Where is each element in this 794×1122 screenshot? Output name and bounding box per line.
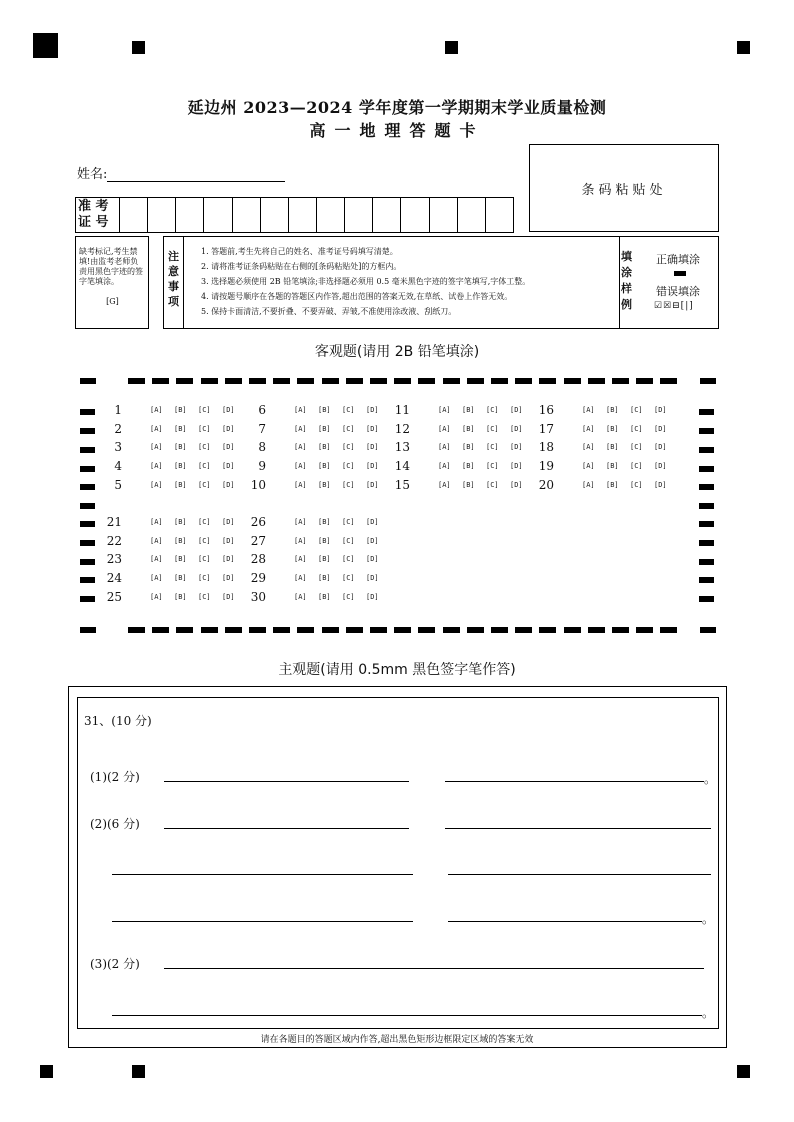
answer-option-bubble[interactable]: [A] bbox=[150, 462, 163, 470]
question-number: 22 bbox=[106, 534, 122, 548]
answer-line[interactable] bbox=[164, 968, 704, 969]
answer-option-bubble[interactable]: [B] bbox=[462, 406, 475, 414]
answer-option-bubble[interactable]: [B] bbox=[318, 481, 331, 489]
question-number: 1 bbox=[114, 403, 122, 417]
notes-label: 注意事项 bbox=[164, 237, 184, 328]
answer-option-bubble[interactable]: [B] bbox=[174, 574, 187, 582]
answer-option-bubble[interactable]: [C] bbox=[342, 555, 355, 563]
side-timing-mark bbox=[80, 484, 95, 490]
answer-option-bubble[interactable]: [D] bbox=[222, 593, 235, 601]
answer-line[interactable] bbox=[112, 1015, 702, 1016]
question-number: 30 bbox=[250, 590, 266, 604]
answer-option-bubble[interactable]: [A] bbox=[150, 593, 163, 601]
timing-mark bbox=[152, 627, 169, 633]
alignment-mark-bottom-right bbox=[737, 1065, 750, 1078]
timing-mark bbox=[660, 378, 677, 384]
answer-option-bubble[interactable]: [C] bbox=[630, 443, 643, 451]
absent-marker-box bbox=[75, 236, 149, 329]
answer-option-bubble[interactable]: [C] bbox=[198, 481, 211, 489]
answer-option-bubble[interactable]: [B] bbox=[606, 425, 619, 433]
fill-example-label: 填涂样例 bbox=[621, 250, 632, 311]
timing-mark bbox=[322, 627, 339, 633]
side-timing-mark bbox=[699, 596, 714, 602]
answer-option-bubble[interactable]: [C] bbox=[486, 406, 499, 414]
answer-option-bubble[interactable]: [B] bbox=[174, 555, 187, 563]
timing-mark bbox=[128, 378, 145, 384]
period-mark: 。 bbox=[702, 912, 715, 926]
answer-option-bubble[interactable]: [B] bbox=[318, 555, 331, 563]
answer-option-bubble[interactable]: [B] bbox=[318, 443, 331, 451]
note-item: 5. 保持卡面清洁,不要折叠、不要弄破、弄皱,不准使用涂改液、刮纸刀。 bbox=[201, 307, 457, 316]
answer-line[interactable] bbox=[448, 921, 702, 922]
side-timing-mark bbox=[699, 503, 714, 509]
answer-option-bubble[interactable]: [C] bbox=[630, 481, 643, 489]
answer-line[interactable] bbox=[112, 921, 413, 922]
answer-option-bubble[interactable]: [D] bbox=[510, 443, 523, 451]
answer-option-bubble[interactable]: [C] bbox=[486, 481, 499, 489]
footer-note: 请在各题目的答题区域内作答,超出黑色矩形边框限定区域的答案无效 bbox=[260, 1035, 534, 1045]
timing-mark bbox=[418, 378, 435, 384]
answer-option-bubble[interactable]: [B] bbox=[174, 462, 187, 470]
exam-id-label: 准 考 证 号 bbox=[76, 198, 120, 232]
answer-line[interactable] bbox=[445, 828, 711, 829]
timing-mark bbox=[346, 378, 363, 384]
answer-option-bubble[interactable]: [A] bbox=[294, 462, 307, 470]
fill-example-box bbox=[620, 236, 719, 329]
note-item: 4. 请按题号顺序在各题的答题区内作答,超出范围的答案无效,在草纸、试卷上作答无效。 bbox=[201, 292, 513, 301]
answer-option-bubble[interactable]: [D] bbox=[366, 481, 379, 489]
question-number: 7 bbox=[258, 422, 266, 436]
timing-mark bbox=[612, 378, 629, 384]
answer-option-bubble[interactable]: [D] bbox=[654, 406, 667, 414]
answer-option-bubble[interactable]: [B] bbox=[174, 443, 187, 451]
answer-option-bubble[interactable]: [A] bbox=[150, 555, 163, 563]
answer-option-bubble[interactable]: [C] bbox=[198, 518, 211, 526]
answer-option-bubble[interactable]: [A] bbox=[582, 406, 595, 414]
timing-mark bbox=[201, 378, 218, 384]
correct-fill-mark bbox=[674, 271, 686, 276]
answer-option-bubble[interactable]: [B] bbox=[174, 593, 187, 601]
timing-mark bbox=[370, 627, 387, 633]
id-cell[interactable] bbox=[204, 198, 232, 232]
id-cell[interactable] bbox=[458, 198, 486, 232]
side-timing-mark bbox=[80, 559, 95, 565]
answer-line[interactable] bbox=[164, 781, 409, 782]
alignment-mark-top-left bbox=[33, 33, 58, 58]
side-timing-mark bbox=[80, 540, 95, 546]
exam-id-grid[interactable] bbox=[75, 197, 514, 233]
side-timing-mark bbox=[80, 447, 95, 453]
answer-option-bubble[interactable]: [D] bbox=[510, 425, 523, 433]
answer-option-bubble[interactable]: [D] bbox=[222, 443, 235, 451]
timing-mark bbox=[636, 378, 653, 384]
id-cell[interactable] bbox=[486, 198, 513, 232]
answer-option-bubble[interactable]: [A] bbox=[438, 462, 451, 470]
side-timing-mark bbox=[80, 596, 95, 602]
timing-mark bbox=[660, 627, 677, 633]
side-timing-mark bbox=[699, 447, 714, 453]
answer-line[interactable] bbox=[164, 828, 409, 829]
answer-option-bubble[interactable]: [B] bbox=[318, 593, 331, 601]
timing-mark bbox=[297, 378, 314, 384]
answer-option-bubble[interactable]: [C] bbox=[342, 481, 355, 489]
alignment-mark-bottom-1 bbox=[132, 1065, 145, 1078]
answer-option-bubble[interactable]: [A] bbox=[438, 425, 451, 433]
answer-option-bubble[interactable]: [A] bbox=[150, 537, 163, 545]
timing-mark bbox=[539, 627, 556, 633]
answer-option-bubble[interactable]: [D] bbox=[222, 574, 235, 582]
absent-mark[interactable]: [G] bbox=[106, 297, 119, 306]
answer-option-bubble[interactable]: [C] bbox=[342, 425, 355, 433]
answer-option-bubble[interactable]: [D] bbox=[366, 574, 379, 582]
answer-option-bubble[interactable]: [C] bbox=[486, 425, 499, 433]
answer-option-bubble[interactable]: [A] bbox=[294, 406, 307, 414]
answer-option-bubble[interactable]: [D] bbox=[222, 555, 235, 563]
question-number: 13 bbox=[394, 440, 410, 454]
answer-option-bubble[interactable]: [D] bbox=[366, 406, 379, 414]
answer-option-bubble[interactable]: [B] bbox=[318, 462, 331, 470]
answer-option-bubble[interactable]: [B] bbox=[174, 481, 187, 489]
answer-option-bubble[interactable]: [A] bbox=[294, 574, 307, 582]
period-mark: 。 bbox=[704, 772, 717, 786]
timing-mark bbox=[564, 627, 581, 633]
question-number: 26 bbox=[250, 515, 266, 529]
note-item: 1. 答题前,考生先将自己的姓名、准考证号码填写清楚。 bbox=[201, 247, 398, 256]
answer-option-bubble[interactable]: [D] bbox=[366, 555, 379, 563]
note-item: 3. 选择题必须使用 2B 铅笔填涂;非选择题必须用 0.5 毫米黑色字迹的签字笔填写,字体工整。 bbox=[201, 277, 531, 286]
answer-option-bubble[interactable]: [C] bbox=[198, 462, 211, 470]
answer-option-bubble[interactable]: [D] bbox=[222, 481, 235, 489]
timing-mark bbox=[588, 627, 605, 633]
answer-option-bubble[interactable]: [A] bbox=[294, 425, 307, 433]
timing-mark bbox=[346, 627, 363, 633]
timing-mark bbox=[515, 378, 532, 384]
timing-mark bbox=[394, 378, 411, 384]
timing-mark bbox=[443, 627, 460, 633]
answer-option-bubble[interactable]: [B] bbox=[318, 537, 331, 545]
answer-option-bubble[interactable]: [D] bbox=[222, 406, 235, 414]
question-number: 29 bbox=[250, 571, 266, 585]
name-label: 姓名: bbox=[77, 167, 108, 182]
answer-option-bubble[interactable]: [A] bbox=[294, 518, 307, 526]
note-item: 2. 请将准考证条码粘贴在右侧的[条码粘贴处]的方框内。 bbox=[201, 262, 402, 271]
answer-option-bubble[interactable]: [A] bbox=[294, 593, 307, 601]
alignment-mark-bottom-left bbox=[40, 1065, 53, 1078]
question-number: 5 bbox=[114, 478, 122, 492]
answer-option-bubble[interactable]: [D] bbox=[222, 425, 235, 433]
answer-option-bubble[interactable]: [A] bbox=[438, 481, 451, 489]
answer-option-bubble[interactable]: [A] bbox=[294, 555, 307, 563]
answer-option-bubble[interactable]: [C] bbox=[198, 555, 211, 563]
answer-option-bubble[interactable]: [B] bbox=[318, 518, 331, 526]
side-timing-mark bbox=[80, 577, 95, 583]
timing-mark bbox=[700, 627, 716, 633]
question-31-2-label: (2)(6 分) bbox=[90, 817, 140, 831]
side-timing-mark bbox=[80, 428, 95, 434]
question-number: 6 bbox=[258, 403, 266, 417]
answer-option-bubble[interactable]: [B] bbox=[318, 425, 331, 433]
timing-mark bbox=[467, 627, 484, 633]
answer-option-bubble[interactable]: [B] bbox=[462, 425, 475, 433]
objective-section-title: 客观题(请用 2B 铅笔填涂) bbox=[314, 344, 480, 360]
name-field[interactable] bbox=[77, 163, 285, 182]
answer-option-bubble[interactable]: [D] bbox=[222, 462, 235, 470]
answer-line[interactable] bbox=[112, 874, 413, 875]
id-cell[interactable] bbox=[373, 198, 401, 232]
question-number: 3 bbox=[114, 440, 122, 454]
answer-option-bubble[interactable]: [A] bbox=[294, 481, 307, 489]
answer-option-bubble[interactable]: [B] bbox=[462, 443, 475, 451]
timing-mark bbox=[443, 378, 460, 384]
fill-correct-label: 正确填涂 bbox=[656, 253, 700, 266]
timing-mark bbox=[249, 378, 266, 384]
question-number: 16 bbox=[538, 403, 554, 417]
answer-option-bubble[interactable]: [D] bbox=[222, 518, 235, 526]
answer-option-bubble[interactable]: [B] bbox=[606, 462, 619, 470]
answer-line[interactable] bbox=[448, 874, 711, 875]
question-number: 27 bbox=[250, 534, 266, 548]
id-cell[interactable] bbox=[148, 198, 176, 232]
question-number: 21 bbox=[106, 515, 122, 529]
question-number: 18 bbox=[538, 440, 554, 454]
answer-option-bubble[interactable]: [B] bbox=[318, 574, 331, 582]
answer-option-bubble[interactable]: [A] bbox=[150, 425, 163, 433]
answer-option-bubble[interactable]: [B] bbox=[606, 406, 619, 414]
question-number: 25 bbox=[106, 590, 122, 604]
timing-mark bbox=[128, 627, 145, 633]
answer-option-bubble[interactable]: [C] bbox=[198, 574, 211, 582]
answer-option-bubble[interactable]: [B] bbox=[462, 481, 475, 489]
answer-option-bubble[interactable]: [C] bbox=[342, 537, 355, 545]
answer-option-bubble[interactable]: [D] bbox=[366, 537, 379, 545]
question-number: 9 bbox=[258, 459, 266, 473]
answer-option-bubble[interactable]: [A] bbox=[150, 518, 163, 526]
answer-option-bubble[interactable]: [D] bbox=[510, 462, 523, 470]
question-number: 10 bbox=[250, 478, 266, 492]
side-timing-mark bbox=[699, 540, 714, 546]
answer-option-bubble[interactable]: [D] bbox=[654, 462, 667, 470]
question-number: 20 bbox=[538, 478, 554, 492]
exam-title: 延边州 2023—2024 学年度第一学期期末学业质量检测 bbox=[187, 98, 607, 117]
answer-option-bubble[interactable]: [D] bbox=[366, 443, 379, 451]
timing-mark bbox=[152, 378, 169, 384]
answer-option-bubble[interactable]: [B] bbox=[174, 425, 187, 433]
side-timing-mark bbox=[699, 521, 714, 527]
answer-option-bubble[interactable]: [B] bbox=[318, 406, 331, 414]
answer-option-bubble[interactable]: [B] bbox=[606, 481, 619, 489]
answer-option-bubble[interactable]: [D] bbox=[222, 537, 235, 545]
absent-instructions: 缺考标记,考生禁填!由监考老师负责用黑色字迹的签字笔填涂。 bbox=[79, 247, 143, 286]
id-cell[interactable] bbox=[345, 198, 373, 232]
timing-mark bbox=[394, 627, 411, 633]
question-number: 4 bbox=[114, 459, 122, 473]
timing-mark bbox=[273, 627, 290, 633]
answer-option-bubble[interactable]: [A] bbox=[582, 425, 595, 433]
answer-option-bubble[interactable]: [A] bbox=[438, 406, 451, 414]
question-31-1-label: (1)(2 分) bbox=[90, 770, 140, 784]
answer-option-bubble[interactable]: [A] bbox=[294, 443, 307, 451]
answer-option-bubble[interactable]: [C] bbox=[198, 425, 211, 433]
timing-mark bbox=[588, 378, 605, 384]
timing-mark bbox=[515, 627, 532, 633]
side-timing-mark bbox=[80, 503, 95, 509]
answer-option-bubble[interactable]: [C] bbox=[342, 462, 355, 470]
answer-option-bubble[interactable]: [B] bbox=[174, 406, 187, 414]
alignment-mark-top-1 bbox=[132, 41, 145, 54]
id-cell[interactable] bbox=[317, 198, 345, 232]
timing-mark bbox=[418, 627, 435, 633]
answer-option-bubble[interactable]: [D] bbox=[510, 481, 523, 489]
timing-mark bbox=[491, 627, 508, 633]
timing-mark bbox=[225, 378, 242, 384]
side-timing-mark bbox=[80, 466, 95, 472]
barcode-area: 条码粘贴处 bbox=[529, 144, 719, 232]
question-31-title: 31、(10 分) bbox=[84, 714, 152, 728]
question-number: 17 bbox=[538, 422, 554, 436]
timing-mark bbox=[201, 627, 218, 633]
question-number: 14 bbox=[394, 459, 410, 473]
timing-mark bbox=[700, 378, 716, 384]
answer-option-bubble[interactable]: [D] bbox=[510, 406, 523, 414]
id-cell[interactable] bbox=[401, 198, 429, 232]
answer-option-bubble[interactable]: [D] bbox=[654, 443, 667, 451]
timing-mark bbox=[80, 627, 96, 633]
side-timing-mark bbox=[699, 577, 714, 583]
id-cell[interactable] bbox=[120, 198, 148, 232]
answer-option-bubble[interactable]: [A] bbox=[294, 537, 307, 545]
timing-mark bbox=[297, 627, 314, 633]
alignment-mark-top-right bbox=[737, 41, 750, 54]
id-cell[interactable] bbox=[430, 198, 458, 232]
answer-option-bubble[interactable]: [A] bbox=[150, 443, 163, 451]
timing-mark bbox=[80, 378, 96, 384]
side-timing-mark bbox=[699, 428, 714, 434]
answer-option-bubble[interactable]: [C] bbox=[342, 443, 355, 451]
answer-option-bubble[interactable]: [C] bbox=[486, 462, 499, 470]
timing-mark bbox=[491, 378, 508, 384]
name-line[interactable] bbox=[107, 168, 285, 182]
side-timing-mark bbox=[699, 466, 714, 472]
question-number: 24 bbox=[106, 571, 122, 585]
answer-option-bubble[interactable]: [C] bbox=[342, 593, 355, 601]
timing-mark bbox=[467, 378, 484, 384]
answer-option-bubble[interactable]: [A] bbox=[150, 574, 163, 582]
answer-option-bubble[interactable]: [C] bbox=[198, 537, 211, 545]
timing-mark bbox=[636, 627, 653, 633]
side-timing-mark bbox=[80, 521, 95, 527]
question-number: 12 bbox=[394, 422, 410, 436]
timing-mark bbox=[176, 627, 193, 633]
timing-mark bbox=[539, 378, 556, 384]
answer-option-bubble[interactable]: [B] bbox=[462, 462, 475, 470]
notes-box bbox=[163, 236, 620, 329]
answer-option-bubble[interactable]: [A] bbox=[582, 462, 595, 470]
id-cell[interactable] bbox=[176, 198, 204, 232]
timing-mark bbox=[564, 378, 581, 384]
subjective-answer-area[interactable] bbox=[77, 697, 719, 1029]
timing-mark bbox=[370, 378, 387, 384]
question-number: 19 bbox=[538, 459, 554, 473]
period-mark: 。 bbox=[702, 1006, 715, 1020]
answer-option-bubble[interactable]: [C] bbox=[342, 406, 355, 414]
side-timing-mark bbox=[80, 409, 95, 415]
question-number: 28 bbox=[250, 552, 266, 566]
answer-option-bubble[interactable]: [A] bbox=[150, 406, 163, 414]
answer-option-bubble[interactable]: [B] bbox=[174, 537, 187, 545]
timing-mark bbox=[176, 378, 193, 384]
answer-option-bubble[interactable]: [D] bbox=[366, 425, 379, 433]
timing-mark bbox=[225, 627, 242, 633]
answer-option-bubble[interactable]: [C] bbox=[630, 425, 643, 433]
id-cell[interactable] bbox=[261, 198, 289, 232]
subjective-section-title: 主观题(请用 0.5mm 黑色签字笔作答) bbox=[278, 662, 516, 678]
timing-mark bbox=[249, 627, 266, 633]
answer-option-bubble[interactable]: [D] bbox=[654, 481, 667, 489]
timing-mark bbox=[273, 378, 290, 384]
answer-option-bubble[interactable]: [D] bbox=[366, 593, 379, 601]
id-cell[interactable] bbox=[233, 198, 261, 232]
timing-mark bbox=[322, 378, 339, 384]
timing-mark bbox=[612, 627, 629, 633]
answer-option-bubble[interactable]: [C] bbox=[198, 593, 211, 601]
notes-list bbox=[184, 237, 530, 328]
wrong-fill-marks: ☑☒⊟[|] bbox=[654, 301, 694, 311]
side-timing-mark bbox=[699, 559, 714, 565]
answer-line[interactable] bbox=[445, 781, 704, 782]
fill-wrong-label: 错误填涂 bbox=[656, 285, 700, 298]
answer-option-bubble[interactable]: [A] bbox=[582, 443, 595, 451]
answer-option-bubble[interactable]: [C] bbox=[198, 406, 211, 414]
answer-option-bubble[interactable]: [D] bbox=[366, 462, 379, 470]
question-number: 2 bbox=[114, 422, 122, 436]
question-number: 15 bbox=[394, 478, 410, 492]
question-number: 23 bbox=[106, 552, 122, 566]
side-timing-mark bbox=[699, 409, 714, 415]
answer-option-bubble[interactable]: [D] bbox=[366, 518, 379, 526]
answer-option-bubble[interactable]: [A] bbox=[438, 443, 451, 451]
answer-option-bubble[interactable]: [A] bbox=[150, 481, 163, 489]
answer-option-bubble[interactable]: [C] bbox=[630, 406, 643, 414]
alignment-mark-top-2 bbox=[445, 41, 458, 54]
answer-option-bubble[interactable]: [C] bbox=[342, 518, 355, 526]
answer-option-bubble[interactable]: [D] bbox=[654, 425, 667, 433]
question-31-3-label: (3)(2 分) bbox=[90, 957, 140, 971]
question-number: 8 bbox=[258, 440, 266, 454]
id-cell[interactable] bbox=[289, 198, 317, 232]
side-timing-mark bbox=[699, 484, 714, 490]
answer-option-bubble[interactable]: [C] bbox=[342, 574, 355, 582]
card-title: 高一地理答题卡 bbox=[309, 121, 485, 140]
answer-option-bubble[interactable]: [C] bbox=[630, 462, 643, 470]
answer-option-bubble[interactable]: [A] bbox=[582, 481, 595, 489]
answer-option-bubble[interactable]: [C] bbox=[486, 443, 499, 451]
answer-option-bubble[interactable]: [B] bbox=[174, 518, 187, 526]
answer-option-bubble[interactable]: [C] bbox=[198, 443, 211, 451]
question-number: 11 bbox=[394, 403, 410, 417]
answer-option-bubble[interactable]: [B] bbox=[606, 443, 619, 451]
